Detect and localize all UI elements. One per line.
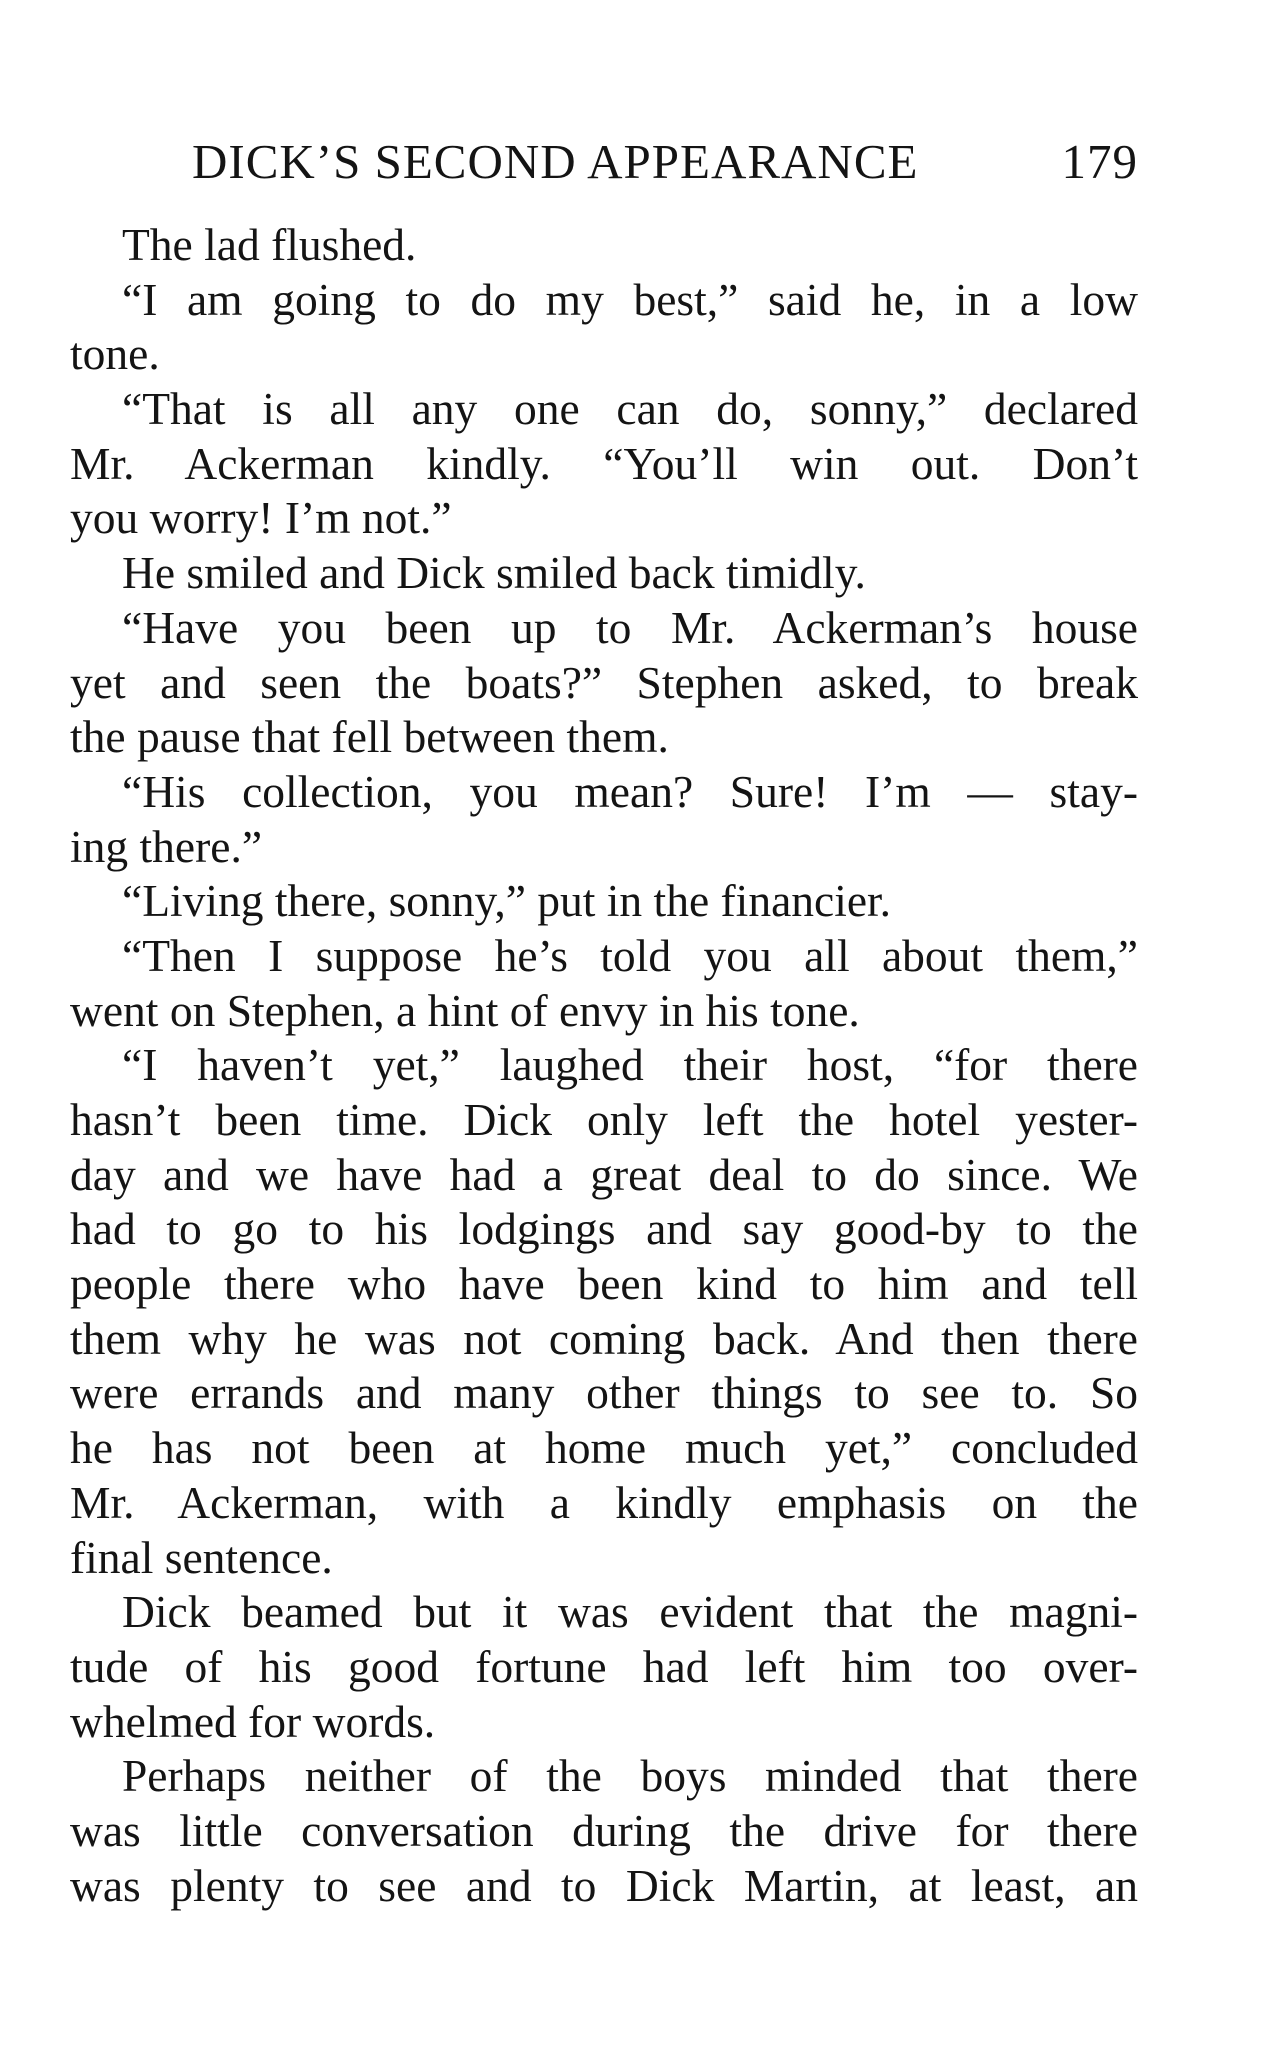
text-line: tude of his good fortune had left him too over-: [70, 1640, 1138, 1692]
text-line: day and we have had a great deal to do since. We: [70, 1148, 1138, 1200]
text-line: “Have you been up to Mr. Ackerman’s house: [122, 601, 1138, 653]
text-line: was little conversation during the drive for there: [70, 1804, 1138, 1856]
body-text: [70, 218, 1138, 1913]
text-line: “I am going to do my best,” said he, in a low: [122, 273, 1138, 325]
text-line: people there who have been kind to him and tell: [70, 1258, 1138, 1310]
text-line: had to go to his lodgings and say good-by to the: [70, 1203, 1138, 1255]
text-line: you worry! I’m not.”: [70, 492, 452, 544]
running-head: [192, 133, 1138, 193]
text-line: the pause that fell between them.: [70, 711, 669, 763]
text-line: he has not been at home much yet,” concluded: [70, 1422, 1138, 1474]
text-line: “Living there, sonny,” put in the financier.: [122, 875, 892, 927]
text-line: whelmed for words.: [70, 1695, 436, 1747]
text-line: them why he was not coming back. And then there: [70, 1312, 1138, 1364]
text-line: were errands and many other things to see to. So: [70, 1367, 1138, 1419]
text-line: ing there.”: [70, 820, 263, 872]
text-line: Dick beamed but it was evident that the magni-: [122, 1586, 1138, 1638]
text-line: Mr. Ackerman, with a kindly emphasis on the: [70, 1476, 1138, 1528]
running-title: DICK’S SECOND APPEARANCE: [192, 134, 919, 189]
text-line: “I haven’t yet,” laughed their host, “for there: [122, 1039, 1138, 1091]
text-line: The lad flushed.: [122, 219, 417, 270]
text-line: “His collection, you mean? Sure! I’m — stay-: [122, 765, 1138, 817]
text-line: tone.: [70, 328, 160, 380]
text-line: was plenty to see and to Dick Martin, at least, an: [70, 1859, 1138, 1911]
text-line: Perhaps neither of the boys minded that there: [122, 1750, 1138, 1802]
page-number: 179: [1061, 134, 1138, 189]
text-line: yet and seen the boats?” Stephen asked, to break: [70, 656, 1138, 708]
text-line: Mr. Ackerman kindly. “You’ll win out. Don’t: [70, 437, 1138, 489]
text-line: “Then I suppose he’s told you all about them,”: [122, 929, 1138, 981]
text-line: hasn’t been time. Dick only left the hotel yester-: [70, 1094, 1138, 1145]
text-line: final sentence.: [70, 1531, 333, 1583]
text-line: He smiled and Dick smiled back timidly.: [122, 547, 866, 599]
text-line: went on Stephen, a hint of envy in his tone.: [70, 984, 860, 1036]
text-line: “That is all any one can do, sonny,” declared: [122, 383, 1138, 435]
